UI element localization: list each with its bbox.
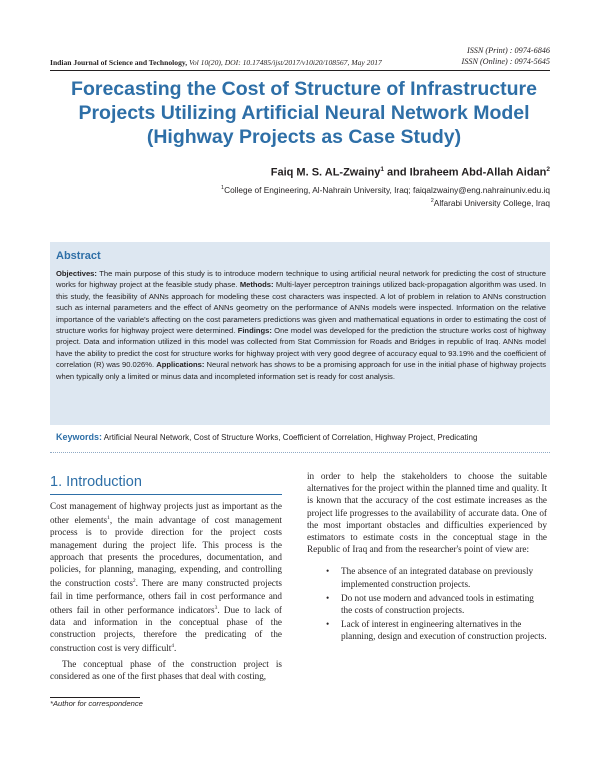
affiliation-1 (130, 185, 550, 195)
ref-1: 1 (107, 515, 110, 522)
author-list (150, 166, 550, 179)
issn-online: ISSN (Online) : 0974-5645 (461, 56, 550, 66)
journal-citation (50, 58, 470, 67)
list-item (326, 592, 547, 616)
author-1-mark: 1 (380, 166, 384, 173)
list-item (326, 565, 547, 589)
footnote: *Author for correspondence (50, 699, 143, 708)
keywords-rule (50, 452, 550, 453)
findings-text: One model was developed for the prediction the structure works cost of highway project. Data and information utilized in this model was collected from Stat Commission for Roads and Bridges in republic of Iraq. ANNs model have the ability to predict the cost for structure works for highway project with very good degree of accuracy equal to 93.19% and the coefficient of correlation (R) was 90.026%. (56, 326, 546, 370)
intro-column-right (307, 470, 547, 645)
section-heading-rule (50, 494, 282, 495)
p1-part-e: . (174, 643, 177, 654)
abstract-heading: Abstract (56, 250, 101, 262)
author-connector: and (384, 166, 410, 179)
list-item-text: The absence of an integrated database on previously implemented construction projects. (341, 566, 534, 589)
affiliation-1-mark: 1 (221, 185, 225, 192)
bullet-icon: • (326, 619, 330, 630)
intro-paragraph-1 (50, 500, 282, 655)
abstract-body (56, 268, 546, 382)
p2-right-text: in order to help the stakeholders to choose the suitable alternatives for the project within the planned time and quality. It is known that the accuracy of the cost estimate increases as the project life progresses to the availability of accurate data. One of the most important obstacles and difficulties experienced by estimators to estimate costs in the conceptual stage in the Republic of Iraq and from the researcher's point of view are: (307, 471, 547, 555)
intro-paragraph-2-cont (307, 470, 547, 555)
p2-left-text: The conceptual phase of the construction project is considered as one of the first phases that deal with costing, (50, 658, 282, 681)
list-item (326, 618, 547, 642)
bullet-icon: • (326, 592, 330, 603)
methods-text: Multi-layer perceptron trainings utilized back-propagation algorithm was used. In this study, the feasibility of ANNs approach for modeling these cost characters was inspected. A lot of problem in relation to ANNs construction such as internal parameters and the effect of ANNs geometry on the performance of ANNs models were inspected. Information on the relative importance of the variable's affecting on the cost parameters predictions was given and mathematical equations in order to estimating the cost of structure works for highway project were determined. (56, 280, 546, 336)
affiliation-2 (130, 198, 550, 208)
applications-label: Applications: (156, 360, 205, 370)
intro-column-left (50, 500, 282, 682)
p1-part-a: Cost management of highway projects just as important as the other elements (50, 501, 282, 526)
affiliation-1-text: College of Engineering, Al-Nahrain University, Iraq; faiqalzwainy@eng.nahrainuniv.edu.iq (224, 185, 550, 195)
author-2: Ibraheem Abd-Allah Aidan (409, 166, 547, 179)
affiliation-2-text: Alfarabi University College, Iraq (433, 198, 550, 208)
author-1: Faiq M. S. AL-Zwainy (270, 166, 381, 179)
paper-title (60, 77, 548, 149)
list-item-text: Lack of interest in engineering alternatives in the planning, design and execution of construction projects. (341, 619, 547, 642)
keywords-label: Keywords: (56, 432, 103, 442)
ref-3: 3 (214, 604, 218, 611)
objectives-text: The main purpose of this study is to introduce modern technique to using artificial neural network for predicting the cost of structure works for highway project at the feasible study phase. (56, 269, 546, 290)
applications-text: Neural network has shows to be a promising approach for use in the initial phase of highway projects when typically only a limited or minus data and incompleted information set is ready for cost analysis. (56, 360, 546, 381)
obstacles-list (307, 565, 547, 642)
footnote-rule (50, 697, 140, 698)
methods-label: Methods: (239, 280, 274, 290)
bullet-icon: • (326, 566, 330, 577)
author-2-mark: 2 (546, 166, 550, 173)
header-rule (50, 70, 550, 71)
p1-part-d: . Due to lack of data and information in the conceptual phase of the construction projects, therefore the predicating of the construction cost is very difficult (50, 604, 282, 654)
p1-part-c: . There are many constructed projects fail in time performance, others fail in cost performance and others fail in other performance indicators (50, 578, 282, 615)
issn-print: ISSN (Print) : 0974-6846 (466, 46, 550, 55)
journal-details: Vol 10(20), DOI: 10.17485/ijst/2017/v10i20/108567, May 2017 (187, 58, 382, 67)
intro-paragraph-2-start (50, 658, 282, 682)
section-heading-introduction: 1. Introduction (50, 474, 142, 490)
objectives-label: Objectives: (56, 269, 97, 278)
list-item-text: Do not use modern and advanced tools in estimating the costs of construction projects. (341, 592, 534, 616)
ref-4: 4 (171, 643, 175, 650)
keywords-line (56, 432, 556, 442)
title-line-1: Forecasting the Cost of Structure of Infrastructure (71, 78, 537, 100)
affiliation-2-mark: 2 (430, 198, 434, 205)
title-line-3: (Highway Projects as Case Study) (146, 126, 462, 148)
findings-label: Findings: (237, 326, 272, 336)
ref-2: 2 (132, 578, 136, 585)
p1-part-b: , the main advantage of cost management process is to provide direction for the project costs management during the project life. This process is the approach that presents the procedures, documentation, and policies, for planning, managing, expending, and controlling the construction costs (50, 515, 282, 589)
keywords-text: Artificial Neural Network, Cost of Structure Works, Coefficient of Correlation, Highway Project, Predicating (102, 433, 478, 442)
journal-name: Indian Journal of Science and Technology, (50, 58, 188, 67)
title-line-2: Projects Utilizing Artificial Neural Network Model (78, 102, 530, 124)
